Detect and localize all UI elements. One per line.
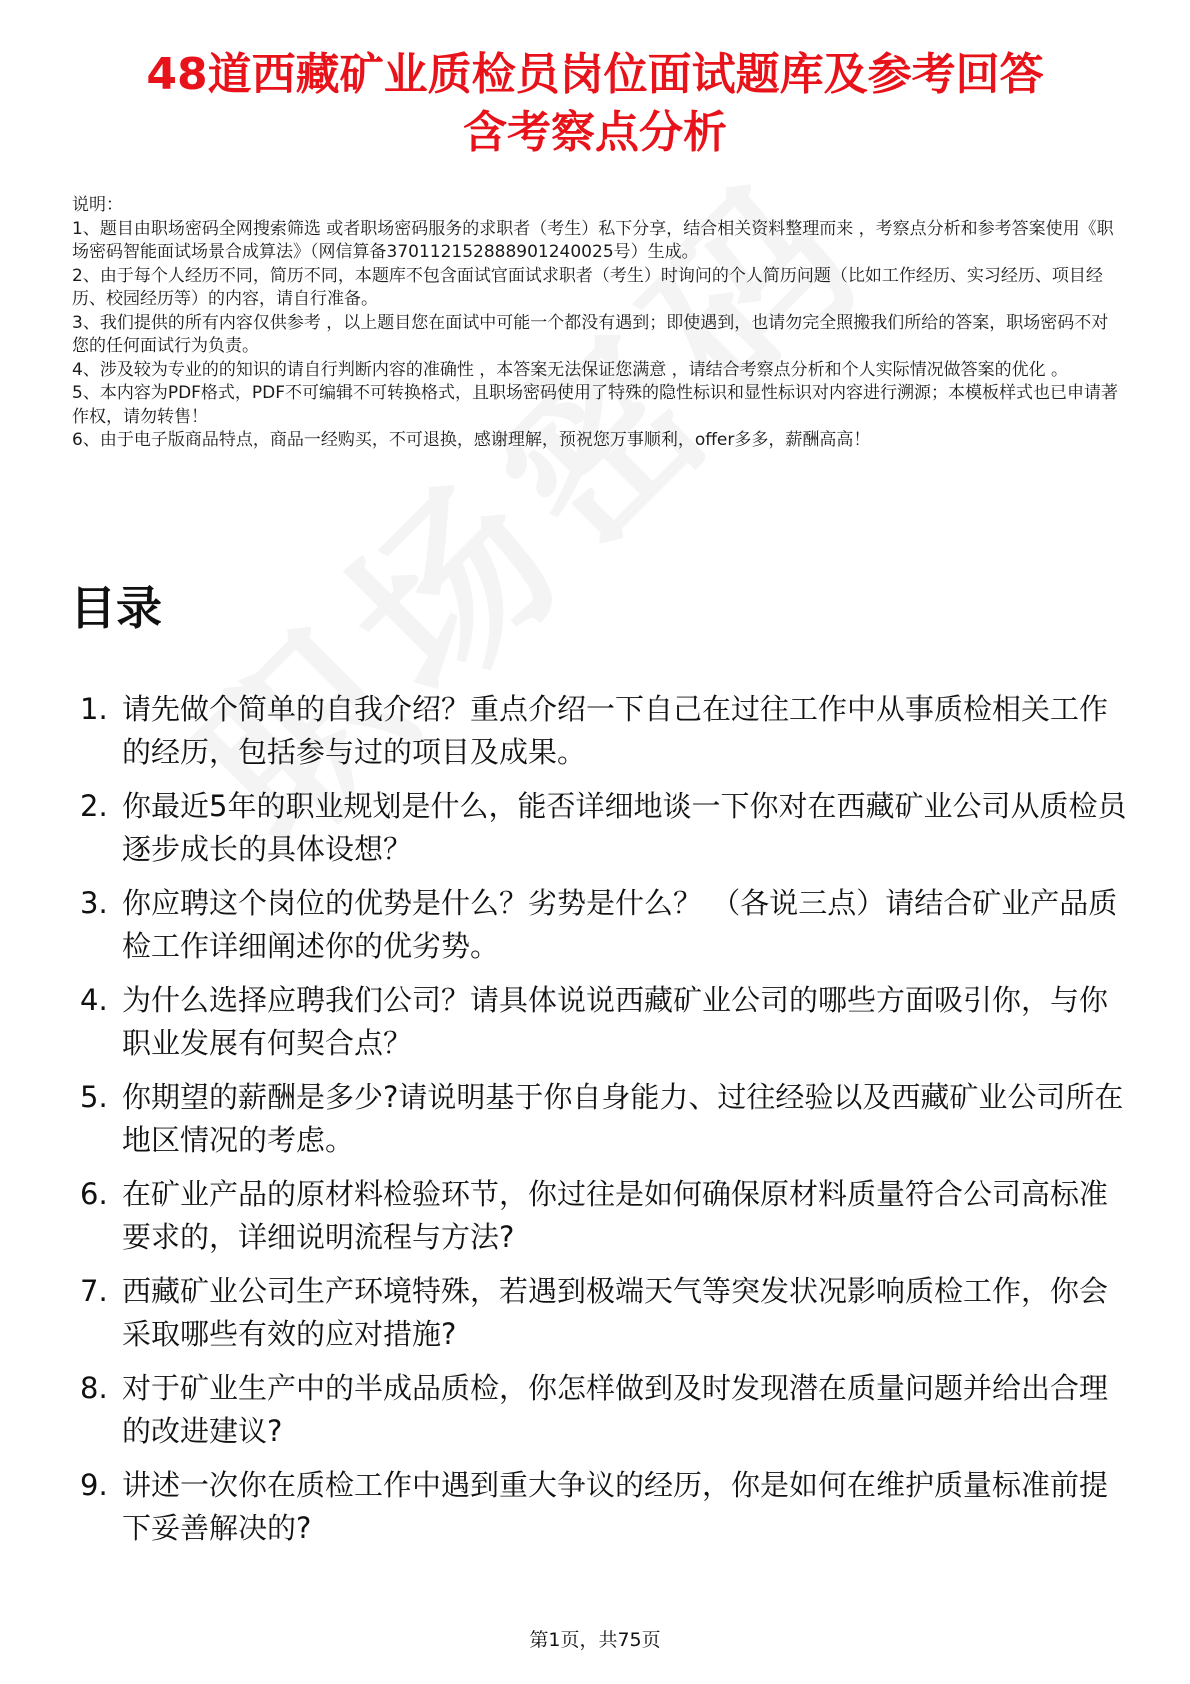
- toc-item-5[interactable]: [80, 1076, 1130, 1162]
- toc-item-6[interactable]: [80, 1173, 1130, 1259]
- page-footer: 第1页，共75页: [529, 1629, 661, 1651]
- note-item-1: 1、题目由职场密码全网搜索筛选 或者职场密码服务的求职者（考生）私下分享，结合相关资料整理而来 ，考察点分析和参考答案使用《职场密码智能面试场景合成算法》（网信算备370112152888901240025号）生成。: [72, 218, 1114, 262]
- toc-item-number: 7.: [80, 1274, 108, 1308]
- toc-item-text: 在矿业产品的原材料检验环节，你过往是如何确保原材料质量符合公司高标准要求的，详细说明流程与方法?: [122, 1177, 1109, 1254]
- title-line-1: 48道西藏矿业质检员岗位面试题库及参考回答: [146, 49, 1044, 100]
- toc-item-number: 1.: [80, 692, 108, 726]
- note-item-6: 6、由于电子版商品特点，商品一经购买，不可退换，感谢理解，预祝您万事顺利，offer多多，薪酬高高！: [72, 430, 871, 450]
- toc-item-text: 你最近5年的职业规划是什么，能否详细地谈一下你对在西藏矿业公司从质检员逐步成长的具体设想？: [122, 789, 1127, 866]
- toc-item-2[interactable]: [80, 785, 1130, 871]
- note-item-5: 5、本内容为PDF格式，PDF不可编辑不可转换格式，且职场密码使用了特殊的隐性标识和显性标识对内容进行溯源；本模板样式也已申请著作权，请勿转售！: [72, 383, 1119, 427]
- toc-item-7[interactable]: [80, 1270, 1130, 1356]
- toc-item-text: 讲述一次你在质检工作中遇到重大争议的经历，你是如何在维护质量标准前提下妥善解决的?: [122, 1468, 1109, 1545]
- document-title: [60, 46, 1130, 162]
- toc-heading: 目录: [70, 581, 162, 635]
- notes-section: [72, 194, 1122, 453]
- toc-item-9[interactable]: [80, 1464, 1130, 1550]
- note-item-3: 3、我们提供的所有内容仅供参考 ，以上题目您在面试中可能一个都没有遇到；即使遇到，也请勿完全照搬我们所给的答案，职场密码不对您的任何面试行为负责。: [72, 312, 1109, 356]
- toc-item-number: 4.: [80, 983, 108, 1017]
- toc-item-number: 9.: [80, 1468, 108, 1502]
- notes-label: 说明：: [72, 195, 123, 215]
- toc-item-8[interactable]: [80, 1367, 1130, 1453]
- toc-item-number: 5.: [80, 1080, 108, 1114]
- toc-item-text: 西藏矿业公司生产环境特殊，若遇到极端天气等突发状况影响质检工作，你会采取哪些有效的应对措施?: [122, 1274, 1109, 1351]
- toc-item-text: 为什么选择应聘我们公司？请具体说说西藏矿业公司的哪些方面吸引你，与你职业发展有何契合点？: [122, 983, 1109, 1060]
- note-item-2: 2、由于每个人经历不同，简历不同，本题库不包含面试官面试求职者（考生）时询问的个人简历问题（比如工作经历、实习经历、项目经历、校园经历等）的内容，请自行准备。: [72, 265, 1103, 309]
- toc-item-number: 3.: [80, 886, 108, 920]
- toc-item-number: 8.: [80, 1371, 108, 1405]
- toc-item-3[interactable]: [80, 882, 1130, 968]
- toc-list: [80, 688, 1130, 1561]
- toc-item-number: 6.: [80, 1177, 108, 1211]
- toc-item-1[interactable]: [80, 688, 1130, 774]
- title-line-2: 含考察点分析: [463, 107, 727, 158]
- toc-item-number: 2.: [80, 789, 108, 823]
- toc-item-text: 请先做个简单的自我介绍？重点介绍一下自己在过往工作中从事质检相关工作的经历，包括参与过的项目及成果。: [122, 692, 1109, 769]
- toc-item-text: 你应聘这个岗位的优势是什么？劣势是什么？ （各说三点）请结合矿业产品质检工作详细阐述你的优劣势。: [122, 886, 1118, 963]
- note-item-4: 4、涉及较为专业的的知识的请自行判断内容的准确性 ，本答案无法保证您满意 ，请结合考察点分析和个人实际情况做答案的优化 。: [72, 359, 1069, 380]
- toc-item-text: 对于矿业生产中的半成品质检，你怎样做到及时发现潜在质量问题并给出合理的改进建议?: [122, 1371, 1109, 1448]
- toc-item-text: 你期望的薪酬是多少?请说明基于你自身能力、过往经验以及西藏矿业公司所在地区情况的考虑。: [122, 1080, 1124, 1157]
- toc-item-4[interactable]: [80, 979, 1130, 1065]
